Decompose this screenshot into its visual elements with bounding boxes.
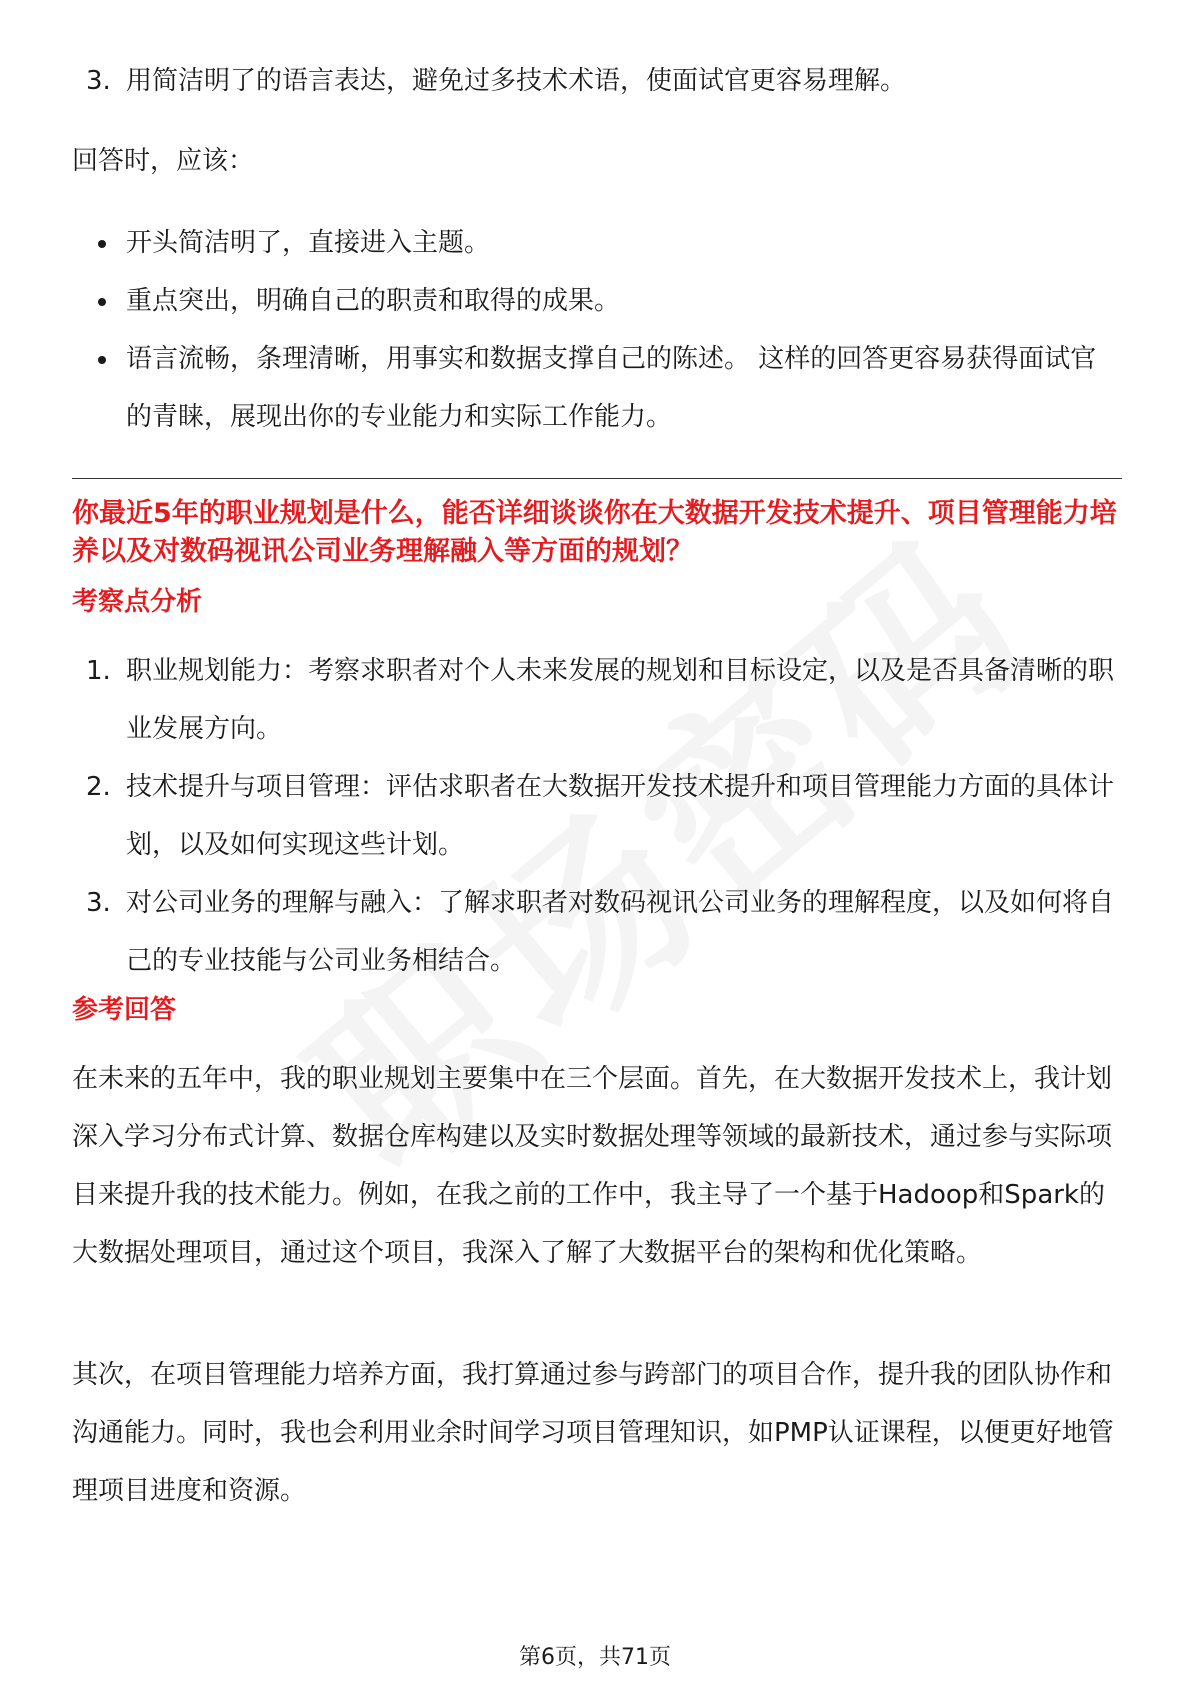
reference-heading: 参考回答: [72, 995, 177, 1025]
list-item: [72, 874, 1122, 990]
list-item: [72, 758, 1122, 874]
reference-paragraph: 其次，在项目管理能力培养方面，我打算通过参与跨部门的项目合作，提升我的团队协作和沟通能力。同时，我也会利用业余时间学习项目管理知识，如PMP认证课程，以便更好地管理项目进度和资源。: [72, 1360, 1114, 1506]
list-item-text: 技术提升与项目管理：评估求职者在大数据开发技术提升和项目管理能力方面的具体计划，以及如何实现这些计划。: [126, 772, 1115, 860]
section-divider: [72, 478, 1122, 479]
list-item: [72, 272, 1122, 330]
document-page: [72, 0, 1122, 1684]
page-footer: 第6页，共71页: [519, 1645, 671, 1670]
reference-paragraph: 在未来的五年中，我的职业规划主要集中在三个层面。首先，在大数据开发技术上，我计划深入学习分布式计算、数据仓库构建以及实时数据处理等领域的最新技术，通过参与实际项目来提升我的技术能力。例如，在我之前的工作中，我主导了一个基于Hadoop和Spark的大数据处理项目，通过这个项目，我深入了解了大数据平台的架构和优化策略。: [72, 1064, 1113, 1268]
list-number: 2.: [86, 772, 111, 802]
top-numbered-list: [72, 52, 1122, 110]
analysis-list: [72, 642, 1122, 990]
list-number: 3.: [86, 888, 111, 918]
list-item-text: 对公司业务的理解与融入：了解求职者对数码视讯公司业务的理解程度，以及如何将自己的专业技能与公司业务相结合。: [126, 888, 1115, 976]
list-number: 1.: [86, 656, 111, 686]
interview-question: 你最近5年的职业规划是什么，能否详细谈谈你在大数据开发技术提升、项目管理能力培养以及对数码视讯公司业务理解融入等方面的规划？: [72, 498, 1117, 567]
list-item-text: 职业规划能力：考察求职者对个人未来发展的规划和目标设定，以及是否具备清晰的职业发展方向。: [126, 656, 1115, 744]
list-item-text: 用简洁明了的语言表达，避免过多技术术语，使面试官更容易理解。: [126, 66, 907, 96]
list-item-text: 重点突出，明确自己的职责和取得的成果。: [126, 286, 621, 316]
list-number: 3.: [86, 66, 111, 96]
list-item-text: 语言流畅，条理清晰，用事实和数据支撑自己的陈述。 这样的回答更容易获得面试官的青睐，展现出你的专业能力和实际工作能力。: [126, 344, 1097, 432]
list-item: [72, 52, 1122, 110]
bullet-icon: [98, 240, 106, 248]
list-item: [72, 214, 1122, 272]
answer-tips-list: [72, 214, 1122, 446]
bullet-icon: [98, 298, 106, 306]
answer-intro: 回答时，应该：: [72, 146, 255, 176]
analysis-heading: 考察点分析: [72, 587, 203, 617]
list-item-text: 开头简洁明了，直接进入主题。: [126, 228, 491, 258]
bullet-icon: [98, 356, 106, 364]
list-item: [72, 330, 1122, 446]
list-item: [72, 642, 1122, 758]
